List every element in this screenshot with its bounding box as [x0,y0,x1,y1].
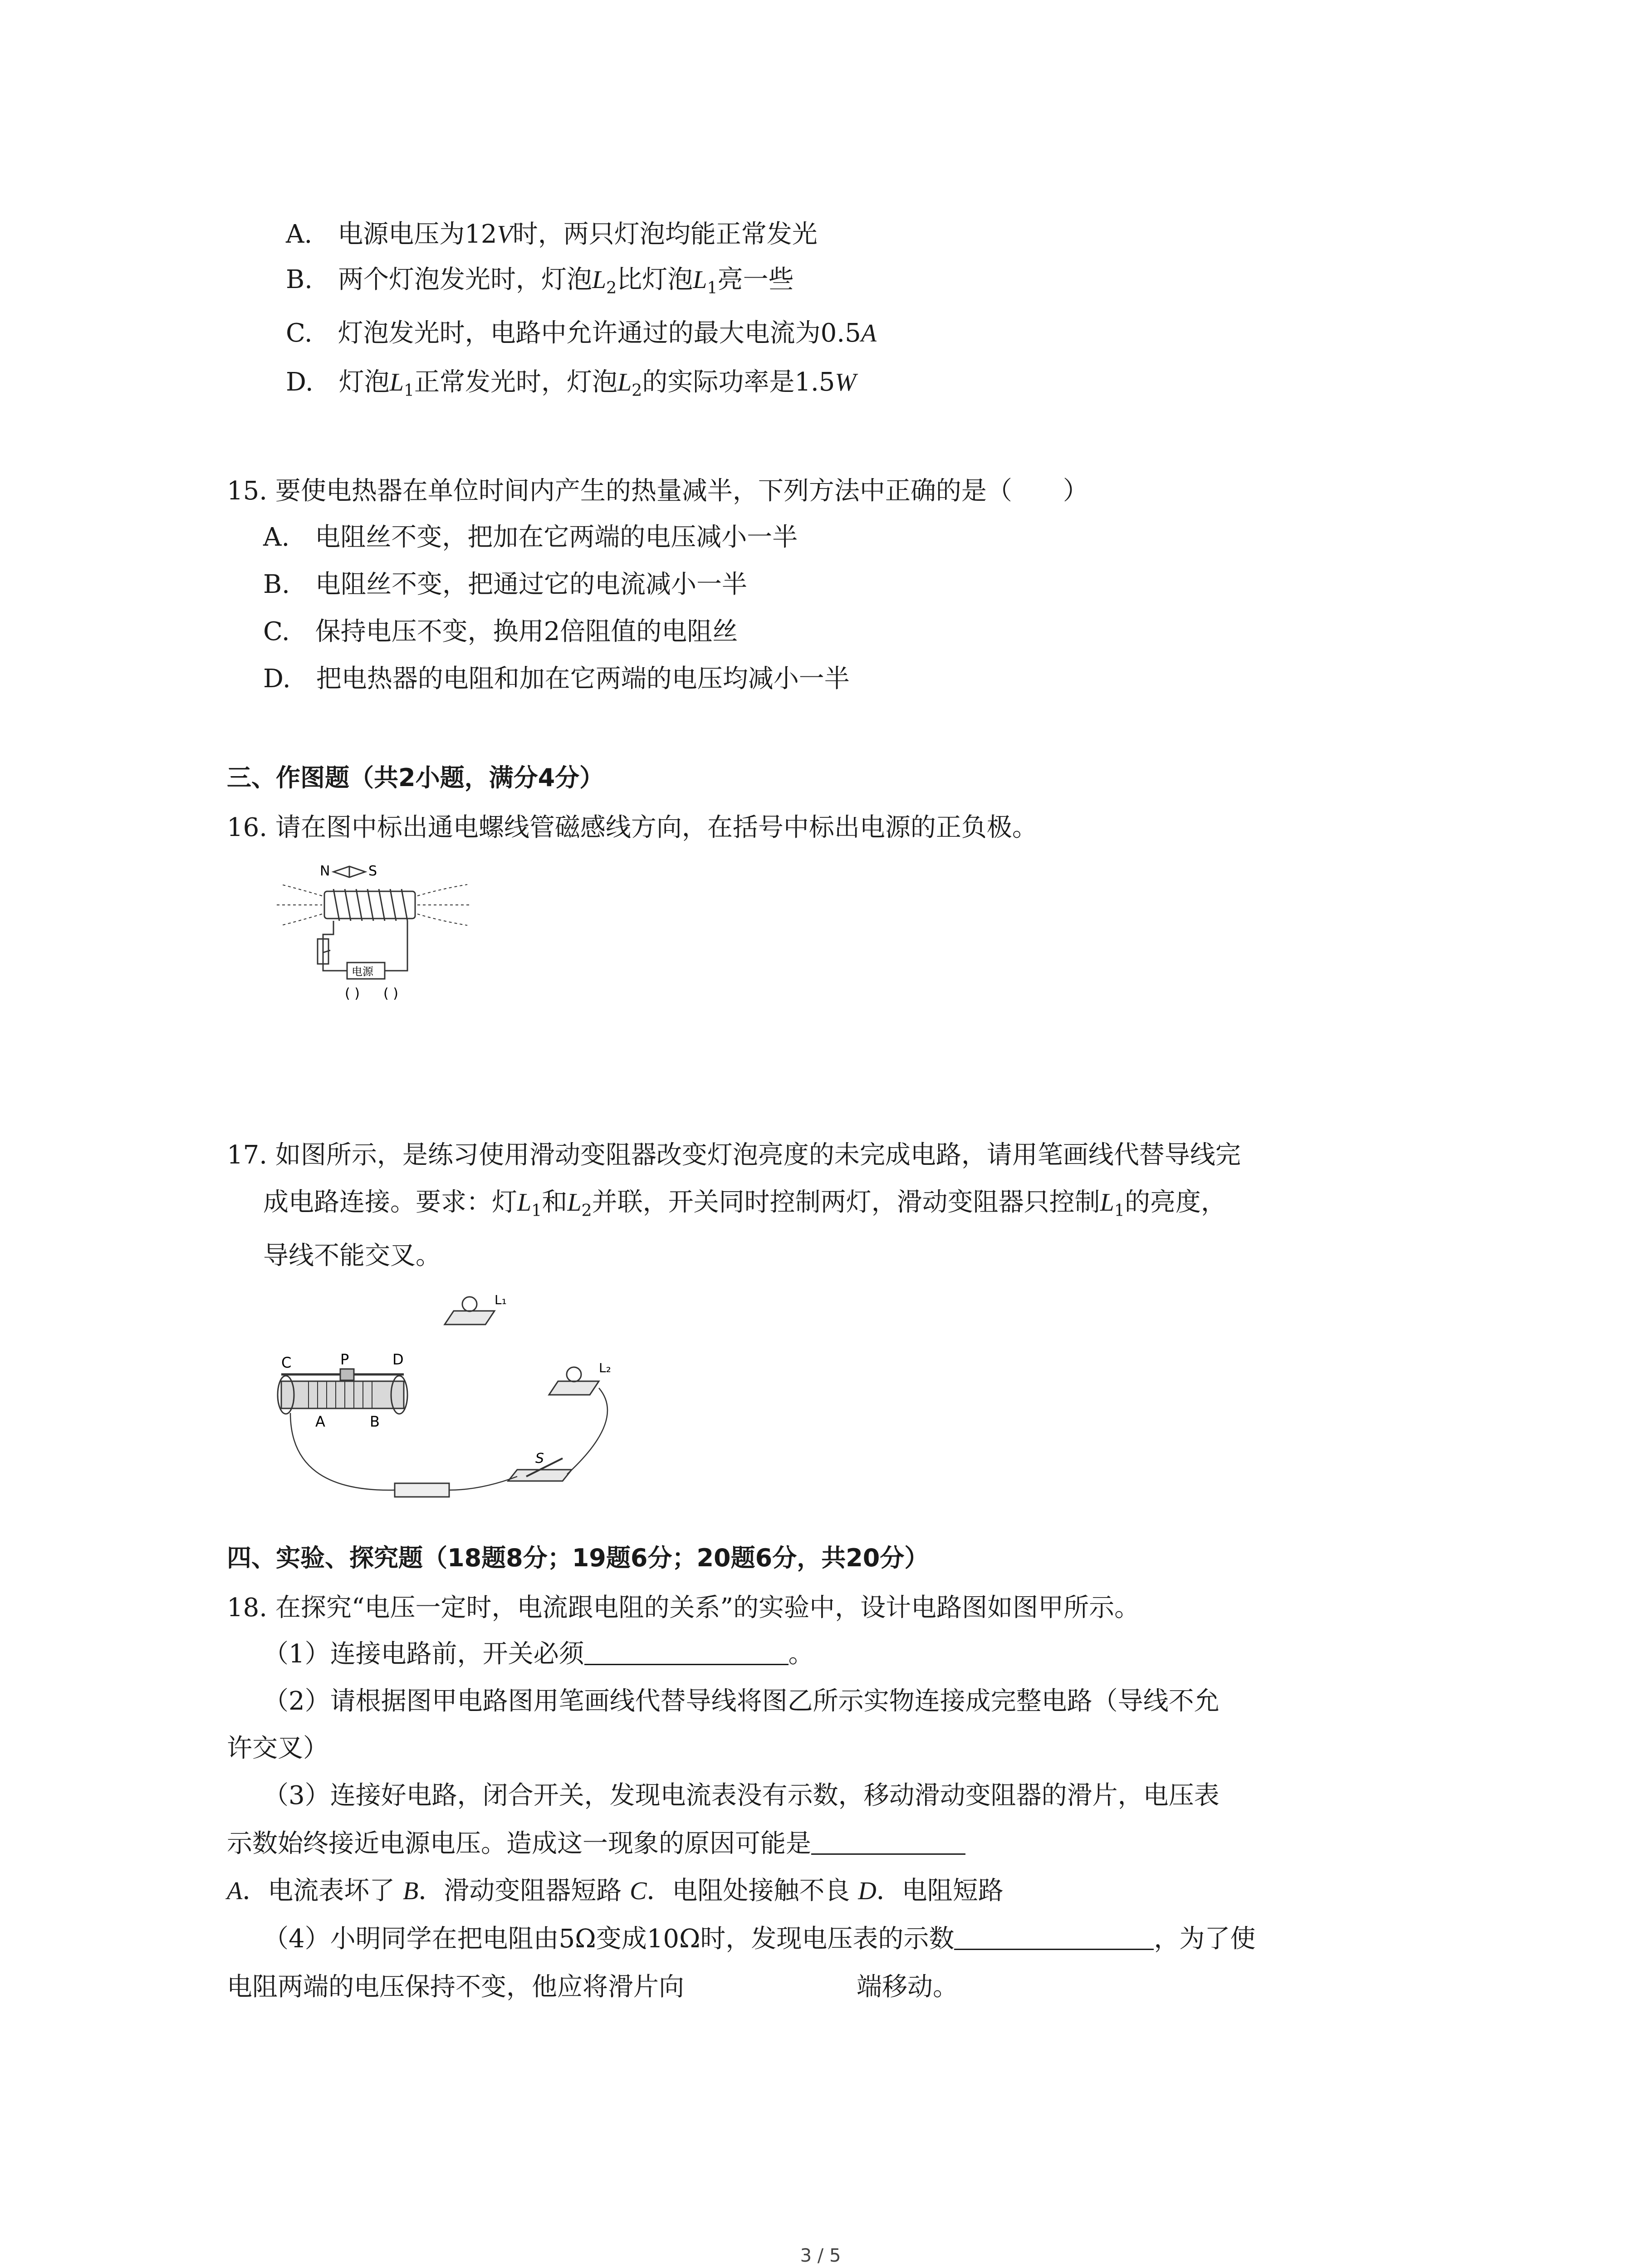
q18-part3-options: A．电流表坏了 B．滑动变阻器短路 C．电阻处接触不良 D．电阻短路 [227,1876,1004,1906]
paren-left: ( ) [345,986,360,1002]
svg-text:电源: 电源 [352,965,373,978]
q15-option-b: B. 电阻丝不变，把通过它的电流减小一半 [263,570,747,599]
q14-option-b: B. 两个灯泡发光时，灯泡$L_2$比灯泡$L_1$亮一些 [286,265,794,298]
svg-text:L₁: L₁ [495,1292,507,1307]
svg-text:P: P [340,1351,349,1368]
answer-blank-2[interactable] [811,1831,965,1855]
q16-stem: 16. 请在图中标出通电螺线管磁感线方向，在括号中标出电源的正负极。 [227,813,1038,842]
q15-option-a: A. 电阻丝不变，把加在它两端的电压减小一半 [263,523,798,552]
svg-text:B: B [370,1413,380,1430]
switch [508,1470,572,1481]
q15-stem: 15. 要使电热器在单位时间内产生的热量减半，下列方法中正确的是（ ） [227,476,1088,506]
svg-text:A: A [315,1413,325,1430]
q18-part1: （1）连接电路前，开关必须 。 [263,1639,814,1669]
q18-part3-line1: （3）连接好电路，闭合开关，发现电流表没有示数，移动滑动变阻器的滑片，电压表 [263,1781,1220,1810]
lamp-l2 [567,1367,581,1382]
svg-text:L₂: L₂ [599,1360,611,1375]
q18-part2-line1: （2）请根据图甲电路图用笔画线代替导线将图乙所示实物连接成完整电路（导线不允 [263,1686,1220,1716]
paren-right: ( ) [383,986,398,1002]
section-4-heading: 四、实验、探究题（18题8分；19题6分；20题6分，共20分） [227,1544,929,1572]
answer-blank-1[interactable] [584,1641,789,1665]
svg-text:D: D [392,1351,404,1368]
q18-part4-line1: （4）小明同学在把电阻由5Ω变成10Ω时，发现电压表的示数 ，为了使 [263,1924,1256,1954]
answer-blank-3[interactable] [954,1926,1154,1950]
q17-line3: 导线不能交叉。 [263,1241,441,1271]
q18-part3-line2: 示数始终接近电源电压。造成这一现象的原因可能是 [227,1828,965,1860]
svg-text:S: S [368,863,377,879]
q18-part4-line2: 电阻两端的电压保持不变，他应将滑片向 端移动。 [227,1972,958,2002]
q17-line2: 成电路连接。要求：灯$L_1$和$L_2$并联，开关同时控制两灯，滑动变阻器只控制$L_1$的亮度， [263,1188,1226,1221]
rheostat-circuit-figure [272,1284,662,1520]
q18-stem: 18. 在探究“电压一定时，电流跟电阻的关系”的实验中，设计电路图如图甲所示。 [227,1593,1140,1623]
svg-text:C: C [281,1354,292,1371]
q14-option-c: C. 灯泡发光时，电路中允许通过的最大电流为0.5A [286,318,877,348]
q15-option-d: D. 把电热器的电阻和加在它两端的电压均减小一半 [263,664,850,694]
solenoid-figure [272,857,526,1002]
lamp-l1 [462,1297,477,1311]
section-3-heading: 三、作图题（共2小题，满分4分） [227,763,604,792]
q17-line1: 17. 如图所示，是练习使用滑动变阻器改变灯泡亮度的未完成电路，请用笔画线代替导线完 [227,1140,1241,1170]
battery [395,1483,449,1497]
svg-text:S: S [535,1451,544,1466]
svg-text:N: N [320,863,330,879]
q18-part2-line2: 许交叉） [227,1734,328,1763]
solenoid-coil [333,889,407,921]
rheostat [278,1369,407,1414]
q15-option-c: C. 保持电压不变，换用2倍阻值的电阻丝 [263,617,738,646]
q14-option-a: A. 电源电压为12V时，两只灯泡均能正常发光 [286,220,818,249]
q14-option-d: D. 灯泡$L_1$正常发光时，灯泡$L_2$的实际功率是1.5W [286,367,857,401]
page-number: 3 / 5 [800,2245,841,2266]
